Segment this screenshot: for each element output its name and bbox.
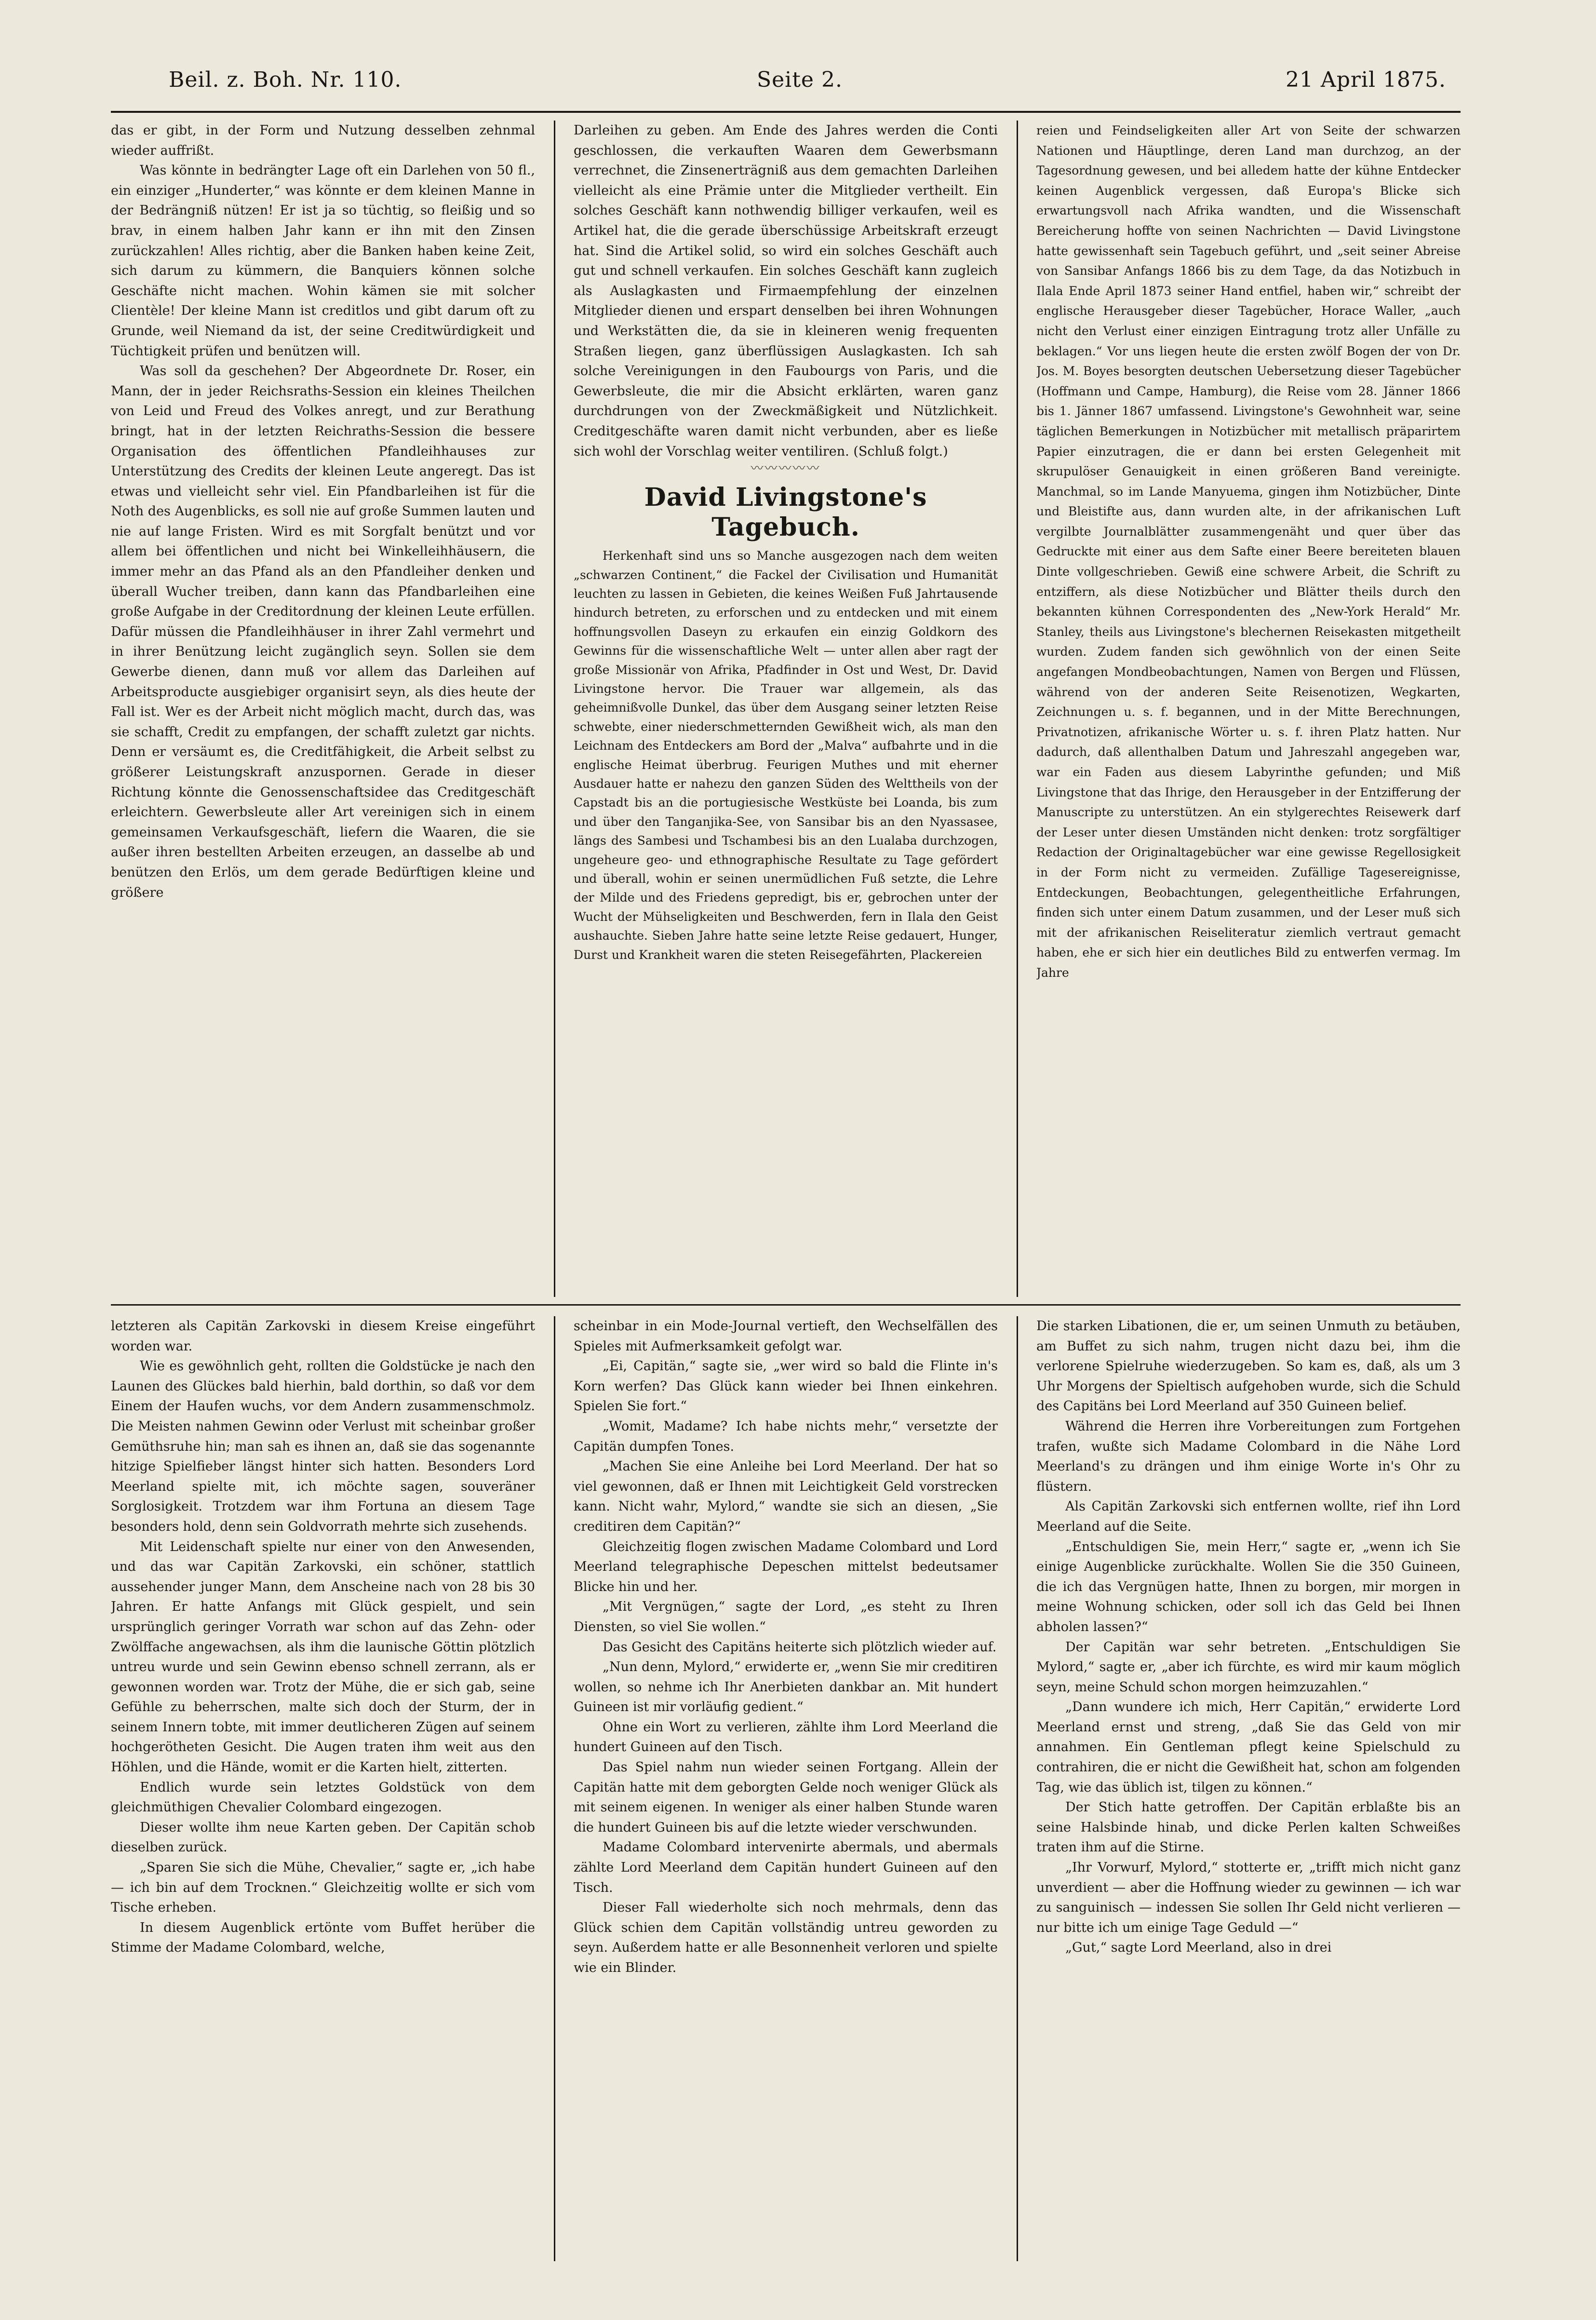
issue-date: 21 April 1875. (1285, 67, 1446, 92)
paragraph: „Ei, Capitän,“ sagte sie, „wer wird so bald die Flinte in's Korn werfen? Das Glück kann wieder bei Ihnen einkehren. Spielen Sie fort.“ (574, 1359, 998, 1414)
feuilleton-divider (111, 1304, 1461, 1306)
paragraph: Herkenhaft sind uns so Manche ausgezogen nach dem weiten „schwarzen Continent,“ die Fackel der Civilisation und Humanität leuchten zu lassen in Gebieten, die keines Weißen Fuß Jahrtausende hindurch betreten, zu erforschen und zu entdecken und mit einem hoffnungsvollen Daseyn zu erkaufen ein einzig Goldkorn des Gewinns für die wissenschaftliche Welt — unter allen aber ragt der große Missionär von Afrika, Pfadfinder in Ost und West, Dr. David Livingstone hervor. Die Trauer war allgemein, als das geheimnißvolle Dunkel, das über dem Ausgang seiner letzten Reise schwebte, einer niederschmetternden Gewißheit wich, als man den Leichnam des Entdeckers am Bord der „Malva“ aufbahrte und in die englische Heimat überbrug. Feurigen Muthes und mit eherner Ausdauer hatte er nahezu den ganzen Süden des Welttheils von der Capstadt bis an die portugiesische Westküste bei Loanda, bis zum und über den Tanganjika-See, von Sansibar bis an den Nyassasee, längs des Sambesi und Tschambesi bis an den Lualaba durchzogen, ungeheure geo- und ethnographische Resultate zu Tage gefördert und überall, wohin er seinen unermüdlichen Fuß setzte, die Lehre der Milde und des Friedens gepredigt, bis er, gebrochen unter der Wucht der Mühseligkeiten und Beschwerden, fern in Ilala den Geist aushauchte. Sieben Jahre hatte seine letzte Reise gedauert, Hunger, Durst und Krankheit waren die steten Reisegefährten, Plackereien (574, 549, 998, 962)
column-rule-top-2 (1017, 121, 1018, 1297)
paragraph: Was könnte in bedrängter Lage oft ein Darlehen von 50 fl., ein einziger „Hunderter,“ was könnte er dem kleinen Manne in der Bedrängniß nützen! Er ist ja so tüchtig, so fleißig und so brav, in einem halben Jahr kann er ihn mit den Zinsen zurückzahlen! Alles richtig, aber die Banken haben keine Zeit, sich darum zu kümmern, die Banquiers können solche Geschäfte nicht machen. Wohin kämen sie mit solcher Clientèle! Der kleine Mann ist creditlos und gibt darum oft zu Grunde, weil Niemand da ist, der seine Creditwürdigkeit und Tüchtigkeit prüfen und benützen will. (111, 163, 535, 359)
paragraph: „Nun denn, Mylord,“ erwiderte er, „wenn Sie mir creditiren wollen, so nehme ich Ihr Anerbieten dankbar an. Mit hundert Guineen ist mir vorläufig gedient.“ (574, 1659, 998, 1715)
paragraph: Das Gesicht des Capitäns heiterte sich plötzlich wieder auf. (603, 1639, 997, 1655)
paragraph: Während die Herren ihre Vorbereitungen zum Fortgehen trafen, wußte sich Madame Colombard in die Nähe Lord Meerland's zu drängen und ihm einige Worte in's Ohr zu flüstern. (1036, 1418, 1461, 1494)
paragraph: „Womit, Madame? Ich habe nichts mehr,“ versetzte der Capitän dumpfen Tones. (574, 1418, 998, 1454)
paragraph: „Dann wundere ich mich, Herr Capitän,“ erwiderte Lord Meerland ernst und streng, „daß Sie das Geld von mir annahmen. Ein Gentleman pflegt keine Spielschuld zu contrahiren, die er nicht die Gewißheit hat, schon am folgenden Tag, wie das üblich ist, tilgen zu können.“ (1036, 1700, 1461, 1795)
column-rule-top-1 (554, 121, 555, 1297)
paragraph: Gleichzeitig flogen zwischen Madame Colombard und Lord Meerland telegraphische Depeschen mittelst bedeutsamer Blicke hin und her. (574, 1539, 998, 1594)
paragraph: In diesem Augenblick ertönte vom Buffet herüber die Stimme der Madame Colombard, welche, (111, 1920, 535, 1956)
article-title: David Livingstone's Tagebuch. (644, 483, 927, 542)
paragraph: Mit Leidenschaft spielte nur einer von den Anwesenden, und das war Capitän Zarkovski, ein schöner, stattlich aussehender junger Mann, dem Anscheine nach von 28 bis 30 Jahren. Er hatte Anfangs mit Glück gespielt, und sein ursprünglich geringer Vorrath war schon auf das Zehn- oder Zwölffache angewachsen, als ihm die launische Göttin plötzlich untreu wurde und sein Gewinn ebenso schnell zerrann, als er gewonnen worden war. Trotz der Mühe, die er sich gab, seine Gefühle zu beherrschen, malte sich doch der Sturm, der in seinem Innern tobte, mit immer deutlicheren Zügen auf seinem hochgerötheten Gesicht. Die Augen traten ihm weit aus den Höhlen, und die Hände, womit er die Karten hielt, zitterten. (111, 1539, 535, 1775)
paragraph: „Entschuldigen Sie, mein Herr,“ sagte er, „wenn ich Sie einige Augenblicke zurückhalte. Wollen Sie die 350 Guineen, die ich das Vergnügen hatte, Ihnen zu borgen, mir morgen in meine Wohnung schicken, oder soll ich das Geld bei Ihnen abholen lassen?“ (1036, 1539, 1461, 1634)
paragraph: „Mit Vergnügen,“ sagte der Lord, „es steht zu Ihren Diensten, so viel Sie wollen.“ (574, 1599, 998, 1634)
article-credit-column-1 (111, 121, 535, 1297)
paragraph: Was soll da geschehen? Der Abgeordnete Dr. Roser, ein Mann, der in jeder Reichsraths-Session ein kleines Theilchen von Leid und Freud des Volkes anregt, und zur Berathung bringt, hat in der letzten Reichraths-Session die bessere Organisation des öffentlichen Pfandleihhauses zur Unterstützung des Credits der kleinen Leute angeregt. Das ist etwas und vielleicht sehr viel. Ein Pfandbarleihen ist für die Noth des Augenblicks, es soll nie auf große Summen lauten und nie auf lange Fristen. Wird es mit Sorgfalt benützt und vor allem bei öffentlichen und nicht bei Winkelleihhäusern, die immer mehr an das Pfand als an den Pfandleiher denken und überall Wucher treiben, dann kann das Pfandbarleihen eine große Aufgabe in der Creditordnung der kleinen Leute erfüllen. Dafür müssen die Pfandleihhäuser in ihrer Zahl vermehrt und in ihrer Benützung leicht zugänglich seyn. Sollen sie dem Gewerbe dienen, dann muß vor allem das Darleihen auf Arbeitsproducte ausgiebiger organisirt seyn, als dies heute der Fall ist. Wer es der Arbeit nicht möglich macht, durch das, was sie schafft, Credit zu empfangen, der schafft zuletzt gar nichts. Denn er versäumt es, die Creditfähigkeit, die Arbeit selbst zu größerer Leistungskraft anzuspornen. Gerade in dieser Richtung könnte die Genossenschaftsidee das Creditgeschäft erleichtern. Gewerbsleute aller Art vereinigen sich in einem gemeinsamen Verkaufsgeschäft, liefern die Waaren, die sie außer ihren bestellten Arbeiten erzeugen, an dasselbe ab und benützen den Erlös, um dem gerade Bedürftigen kleine und größere (111, 364, 535, 900)
paragraph: Als Capitän Zarkovski sich entfernen wollte, rief ihn Lord Meerland auf die Seite. (1036, 1499, 1461, 1534)
article-livingstone-column-3 (1036, 121, 1461, 1297)
feuilleton-column-3 (1036, 1316, 1461, 2261)
page-number: Seite 2. (757, 67, 843, 92)
paragraph: reien und Feindseligkeiten aller Art von Seite der schwarzen Nationen und Häuptlinge, deren Land man durchzog, an der Tagesordnung gewesen, und bei alledem hatte der kühne Entdecker keinen Augenblick vergessen, daß Europa's Blicke sich erwartungsvoll nach Afrika wandten, und die Wissenschaft Bereicherung hoffte von seinen Nachrichten — David Livingstone hatte gewissenhaft sein Tagebuch geführt, und „seit seiner Abreise von Sansibar Anfangs 1866 bis zu dem Tage, da das Notizbuch in Ilala Ende April 1873 seiner Hand entfiel, haben wir,“ schreibt der englische Herausgeber dieser Tagebücher, Horace Waller, „auch nicht den Verlust einer einzigen Eintragung trotz aller Unfälle zu beklagen.“ Vor uns liegen heute die ersten zwölf Bogen der von Dr. Jos. M. Boyes besorgten deutschen Uebersetzung dieser Tagebücher (Hoffmann und Campe, Hamburg), die Reise vom 28. Jänner 1866 bis 1. Jänner 1867 umfassend. Livingstone's Gewohnheit war, seine täglichen Bemerkungen in Notizbücher mit metallisch präparirtem Papier einzutragen, die er dann bei ersten Gelegenheit mit skrupulöser Genauigkeit in einen größeren Band vereinigte. Manchmal, so im Lande Manyuema, gingen ihm Notizbücher, Dinte und Bleistifte aus, dann wurden alte, in der afrikanischen Luft vergilbte Journalblätter zusammengenäht und quer über das Gedruckte mit einer aus dem Safte einer Beere bereiteten blauen Dinte vollgeschrieben. Gewiß eine schwere Arbeit, die Schrift zu entziffern, als diese Notizbücher und Blätter theils durch den bekannten kühnen Correspondenten des „New-York Herald“ Mr. Stanley, theils aus Livingstone's blechernen Reisekasten mitgetheilt wurden. Zudem fanden sich gewöhnlich von der einen Seite angefangen Mondbeobachtungen, Namen von Bergen und Flüssen, während von der anderen Seite Reisenotizen, Wegkarten, Zeichnungen u. s. f. begannen, und in der Mitte Berechnungen, Privatnotizen, afrikanische Wörter u. s. f. ihren Platz hatten. Nur dadurch, daß allenthalben Datum und Jahreszahl angegeben war, war ein Faden aus diesem Labyrinthe gefunden; und Miß Livingstone that das Ihrige, den Herausgeber in der Entzifferung der Manuscripte zu unterstützen. An ein stylgerechtes Reisewerk darf der Leser unter diesen Umständen nicht denken: trotz sorgfältiger Redaction der Originaltagebücher war eine gewisse Regellosigkeit in der Form nicht zu vermeiden. Zufällige Tagesereignisse, Entdeckungen, Beobachtungen, gelegentheitliche Erfahrungen, finden sich unter einem Datum zusammen, und der Leser muß sich mit der afrikanischen Reiseliteratur ziemlich vertraut gemacht haben, ehe er sich hier ein deutliches Bild zu entwerfen vermag. Im Jahre (1036, 123, 1461, 980)
paragraph: Dieser Fall wiederholte sich noch mehrmals, denn das Glück schien dem Capitän vollständig untreu geworden zu seyn. Außerdem hatte er alle Besonnenheit verloren und spielte wie ein Blinder. (574, 1900, 998, 1975)
paragraph: „Ihr Vorwurf, Mylord,“ stotterte er, „trifft mich nicht ganz unverdient — aber die Hoffnung wieder zu gewinnen — ich war zu sanguinisch — indessen Sie sollen Ihr Geld nicht verlieren — nur bitte ich um einige Tage Geduld —“ (1036, 1860, 1461, 1935)
supplement-issue-label: Beil. z. Boh. Nr. 110. (169, 67, 402, 92)
newspaper-page (111, 48, 1465, 2271)
paragraph: Darleihen zu geben. Am Ende des Jahres werden die Conti geschlossen, die verkauften Waaren dem Gewerbsmann verrechnet, die Zinsenerträgniß aus dem gemachten Darleihen vielleicht als eine Prämie unter die Mitglieder vertheilt. Ein solches Geschäft kann nothwendig billiger verkaufen, weil es Artikel hat, die die gerade überschüssige Arbeitskraft erzeugt hat. Sind die Artikel solid, so wird ein solches Geschäft auch gut und schnell verkaufen. Ein solches Geschäft kann zugleich als Auslagkasten und Firmaempfehlung der einzelnen Mitglieder dienen und erspart denselben bei ihren Wohnungen und Werkstätten die, da sie in kleineren wenig frequenten Straßen liegen, ganz überflüssigen Auslagkasten. Ich sah solche Vereinigungen in den Faubourgs von Paris, und die Gewerbsleute, die mir die Absicht erklärten, waren ganz durchdrungen von der Zweckmäßigkeit und Nützlichkeit. Creditgeschäfte waren damit nicht verbunden, aber es ließe sich wohl der Vorschlag weiter ventiliren. (Schluß folgt.) (574, 123, 998, 459)
paragraph: „Gut,“ sagte Lord Meerland, also in drei (1065, 1940, 1332, 1956)
paragraph: Madame Colombard intervenirte abermals, und abermals zählte Lord Meerland dem Capitän hundert Guineen auf den Tisch. (574, 1840, 998, 1895)
paragraph: letzteren als Capitän Zarkovski in diesem Kreise eingeführt worden war. (111, 1319, 535, 1354)
feuilleton-column-1 (111, 1316, 535, 2261)
paragraph: Endlich wurde sein letztes Goldstück von dem gleichmüthigen Chevalier Colombard eingezogen. (111, 1780, 535, 1815)
paragraph: Der Stich hatte getroffen. Der Capitän erblaßte bis an seine Halsbinde hinab, und dicke Perlen kalten Schweißes traten ihm auf die Stirne. (1036, 1800, 1461, 1855)
section-ornament: 〰〰〰〰〰 (751, 461, 821, 476)
paragraph: „Machen Sie eine Anleihe bei Lord Meerland. Der hat so viel gewonnen, daß er Ihnen mit Leichtigkeit Geld vorstrecken kann. Nicht wahr, Mylord,“ wandte sie sich an diesen, „Sie creditiren dem Capitän?“ (574, 1459, 998, 1534)
column-rule-bottom-1 (554, 1316, 555, 2261)
paragraph: Die starken Libationen, die er, um seinen Unmuth zu betäuben, am Buffet zu sich nahm, trugen nicht dazu bei, ihm die verlorene Spielruhe wiederzugeben. So kam es, daß, als um 3 Uhr Morgens der Spieltisch aufgehoben wurde, sich die Schuld des Capitäns bei Lord Meerland auf 350 Guineen belief. (1036, 1319, 1461, 1414)
page-header (111, 58, 1461, 113)
feuilleton-column-2 (574, 1316, 998, 2261)
paragraph: Das Spiel nahm nun wieder seinen Fortgang. Allein der Capitän hatte mit dem geborgten Gelde noch weniger Glück als mit seinem eigenen. In weniger als einer halben Stunde waren die hundert Guineen bis auf die letzte wieder verschwunden. (574, 1760, 998, 1835)
paragraph: Wie es gewöhnlich geht, rollten die Goldstücke je nach den Launen des Glückes bald hierhin, bald dorthin, so daß vor dem Einem der Haufen wuchs, vor dem Andern zusammenschmolz. Die Meisten nahmen Gewinn oder Verlust mit scheinbar großer Gemüthsruhe hin; man sah es ihnen an, daß sie das sogenannte hitzige Spielfieber längst hinter sich hatten. Besonders Lord Meerland spielte mit, ich möchte sagen, souveräner Sorglosigkeit. Trotzdem war ihm Fortuna an diesem Tage besonders hold, denn sein Goldvorrath mehrte sich zusehends. (111, 1359, 535, 1534)
paragraph: „Sparen Sie sich die Mühe, Chevalier,“ sagte er, „ich habe — ich bin auf dem Trocknen.“ Gleichzeitig wollte er sich vom Tische erheben. (111, 1860, 535, 1915)
article-credit-column-2 (574, 121, 998, 1297)
paragraph: Der Capitän war sehr betreten. „Entschuldigen Sie Mylord,“ sagte er, „aber ich fürchte, es wird mir kaum möglich seyn, meine Schuld schon morgen heimzuzahlen.“ (1036, 1639, 1461, 1695)
paragraph: Ohne ein Wort zu verlieren, zählte ihm Lord Meerland die hundert Guineen auf den Tisch. (574, 1719, 998, 1755)
paragraph: scheinbar in ein Mode-Journal vertieft, den Wechselfällen des Spieles mit Aufmerksamkeit gefolgt war. (574, 1319, 998, 1354)
column-rule-bottom-2 (1017, 1316, 1018, 2261)
paragraph: Dieser wollte ihm neue Karten geben. Der Capitän schob dieselben zurück. (111, 1820, 535, 1855)
paragraph: das er gibt, in der Form und Nutzung desselben zehnmal wieder auffrißt. (111, 123, 535, 158)
